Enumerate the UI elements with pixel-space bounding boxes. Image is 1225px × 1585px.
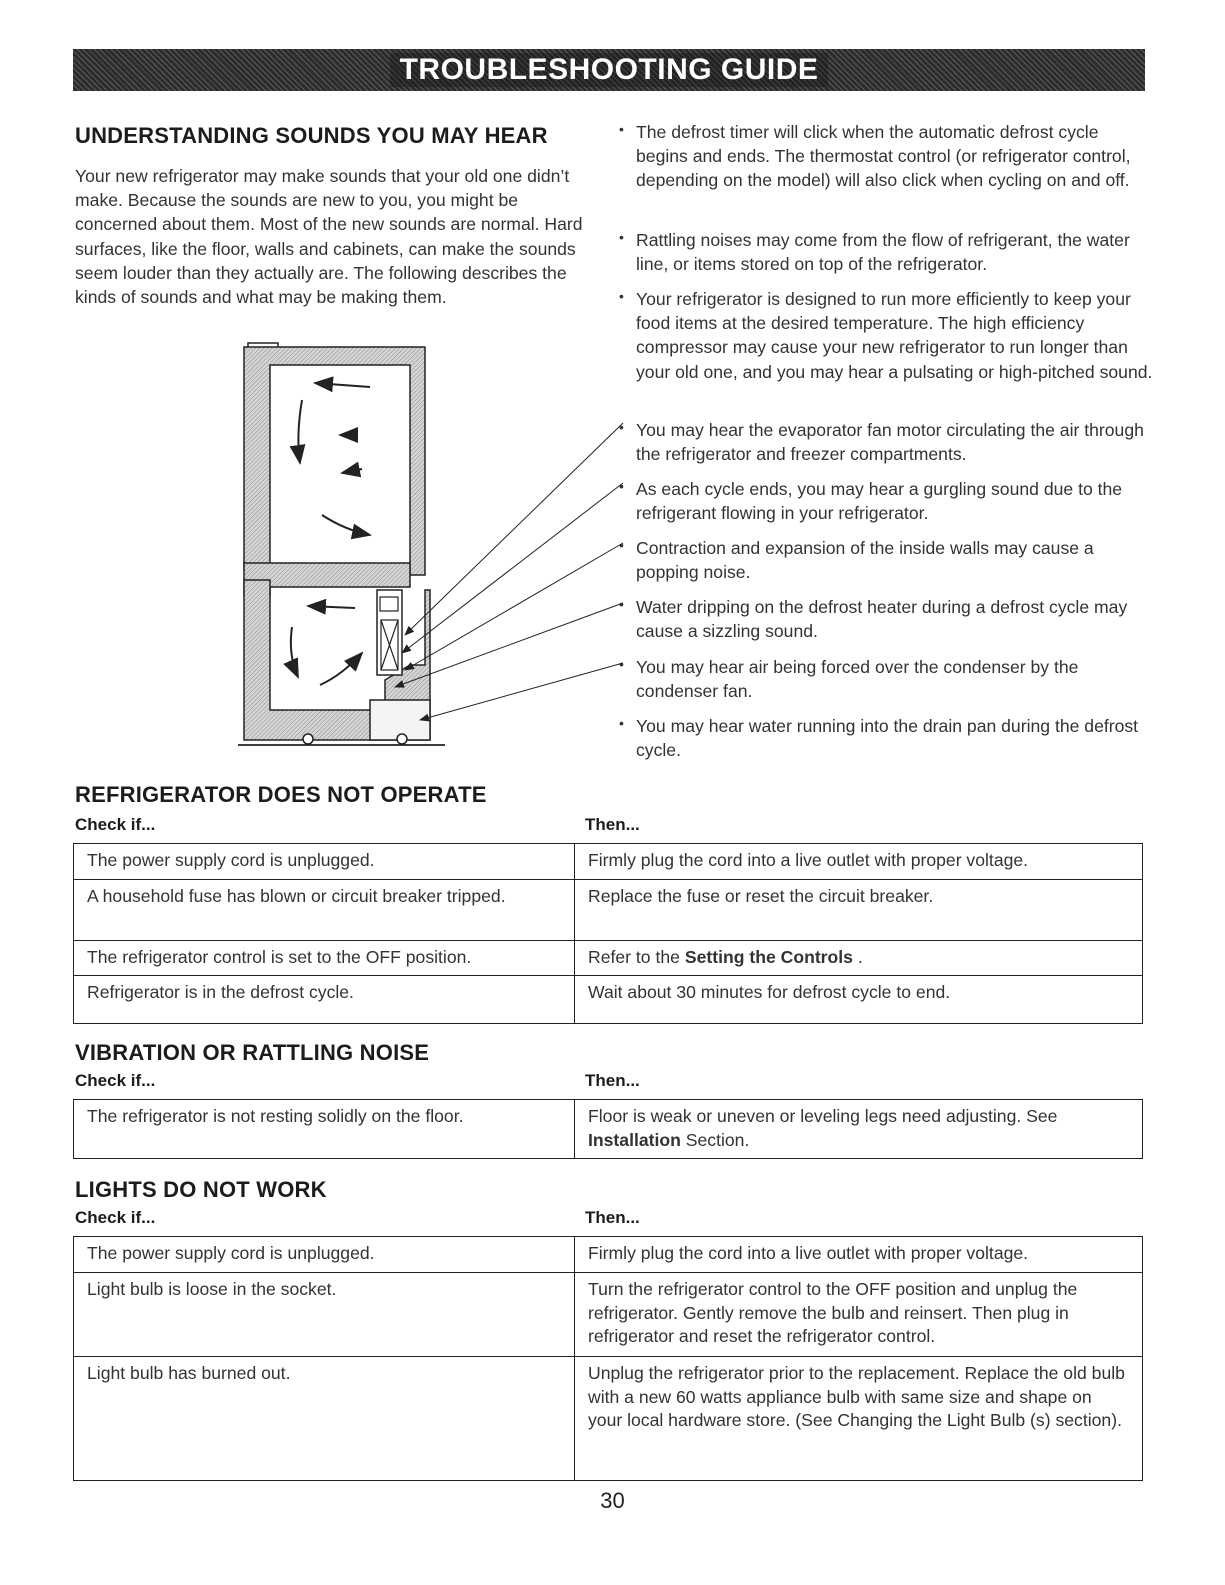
- table-row: [74, 1100, 1143, 1159]
- check-cell: The refrigerator is not resting solidly on the floor.: [74, 1100, 575, 1159]
- refrigerator-airflow-diagram: [230, 335, 625, 755]
- table-row: [74, 879, 1143, 940]
- check-cell: The refrigerator control is set to the OFF position.: [74, 940, 575, 976]
- then-cell: Turn the refrigerator control to the OFF position and unplug the refrigerator. Gently remove the bulb and reinsert. Then plug in refrigerator and reset the refrigerator control.: [575, 1273, 1143, 1357]
- leader-condenser-fan: [420, 663, 623, 720]
- check-if-label: Check if...: [75, 1071, 156, 1090]
- check-if-label: Check if...: [75, 1208, 156, 1227]
- table-row: [74, 1273, 1143, 1357]
- sounds-intro: Your new refrigerator may make sounds that your old one didn’t make. Because the sounds are new to you, you might be concerned about them. Most of the new sounds are normal. Hard surfaces, like the floor, walls and cabinets, can make the sounds seem louder than they actually are. The following describes the kinds of sounds and what may be making them.: [75, 166, 583, 308]
- section-heading-lights: LIGHTS DO NOT WORK: [75, 1177, 327, 1202]
- section-heading-does-not-operate: REFRIGERATOR DOES NOT OPERATE: [75, 782, 487, 807]
- sound-bullet-sizzling: • Water dripping on the defrost heater during a defrost cycle may cause a sizzling sound.: [618, 595, 1153, 643]
- then-label: Then...: [585, 1208, 640, 1227]
- rear-roller-shape: [397, 734, 407, 744]
- table-row: [74, 940, 1143, 976]
- sound-bullet-condenser-fan: • You may hear air being forced over the condenser by the condenser fan.: [618, 655, 1153, 703]
- then-cell: Firmly plug the cord into a live outlet with proper voltage.: [575, 844, 1143, 880]
- check-cell: The power supply cord is unplugged.: [74, 1237, 575, 1273]
- sound-bullet-compressor: • Your refrigerator is designed to run more efficiently to keep your food items at the desired temperature. The high efficiency compressor may cause your new refrigerator to run longer than your old one, and you may hear a pulsating or high-pitched sound.: [618, 287, 1153, 384]
- leader-evaporator-fan: [405, 423, 623, 635]
- leader-gurgling: [402, 483, 623, 653]
- sounds-heading: UNDERSTANDING SOUNDS YOU MAY HEAR: [75, 123, 548, 148]
- table-row: [74, 1237, 1143, 1273]
- sound-bullet-drain-pan: • You may hear water running into the drain pan during the defrost cycle.: [618, 714, 1153, 762]
- then-cell: Refer to the Setting the Controls .: [575, 940, 1143, 976]
- vibration-table: [73, 1099, 1143, 1159]
- sound-bullet-rattling: • Rattling noises may come from the flow of refrigerant, the water line, or items stored on top of the refrigerator.: [618, 228, 1153, 276]
- leader-popping: [405, 543, 623, 670]
- fresh-food-wall-shape: [244, 347, 425, 575]
- then-cell: Unplug the refrigerator prior to the replacement. Replace the old bulb with a new 60 watts appliance bulb with same size and shape on your local hardware store. (See Changing the Light Bulb (s) section).: [575, 1357, 1143, 1481]
- sound-bullet-popping: • Contraction and expansion of the inside walls may cause a popping noise.: [618, 536, 1153, 584]
- check-cell: The power supply cord is unplugged.: [74, 844, 575, 880]
- banner-title: TROUBLESHOOTING GUIDE: [390, 53, 829, 87]
- then-cell: Replace the fuse or reset the circuit breaker.: [575, 879, 1143, 940]
- check-cell: Refrigerator is in the defrost cycle.: [74, 976, 575, 1024]
- table-row: [74, 976, 1143, 1024]
- sound-bullet-evaporator-fan: • You may hear the evaporator fan motor circulating the air through the refrigerator and freezer compartments.: [618, 418, 1153, 466]
- then-cell: Floor is weak or uneven or leveling legs need adjusting. See Installation Section.: [575, 1100, 1143, 1159]
- does-not-operate-table: [73, 843, 1143, 1024]
- check-cell: A household fuse has blown or circuit breaker tripped.: [74, 879, 575, 940]
- front-roller-shape: [303, 734, 313, 744]
- table-row: [74, 1357, 1143, 1481]
- page-number: 30: [600, 1488, 625, 1513]
- page-banner: [73, 49, 1145, 91]
- check-if-label: Check if...: [75, 815, 156, 834]
- sound-bullet-defrost-timer: • The defrost timer will click when the automatic defrost cycle begins and ends. The thermostat control (or refrigerator control, depending on the model) will also click when cycling on and off.: [618, 120, 1153, 193]
- sound-bullet-gurgling: • As each cycle ends, you may hear a gurgling sound due to the refrigerant flowing in your refrigerator.: [618, 477, 1153, 525]
- then-label: Then...: [585, 1071, 640, 1090]
- then-cell: Wait about 30 minutes for defrost cycle to end.: [575, 976, 1143, 1024]
- then-label: Then...: [585, 815, 640, 834]
- then-cell: Firmly plug the cord into a live outlet with proper voltage.: [575, 1237, 1143, 1273]
- lights-table: [73, 1236, 1143, 1481]
- check-cell: Light bulb is loose in the socket.: [74, 1273, 575, 1357]
- table-row: [74, 844, 1143, 880]
- check-cell: Light bulb has burned out.: [74, 1357, 575, 1481]
- section-heading-vibration: VIBRATION OR RATTLING NOISE: [75, 1040, 430, 1065]
